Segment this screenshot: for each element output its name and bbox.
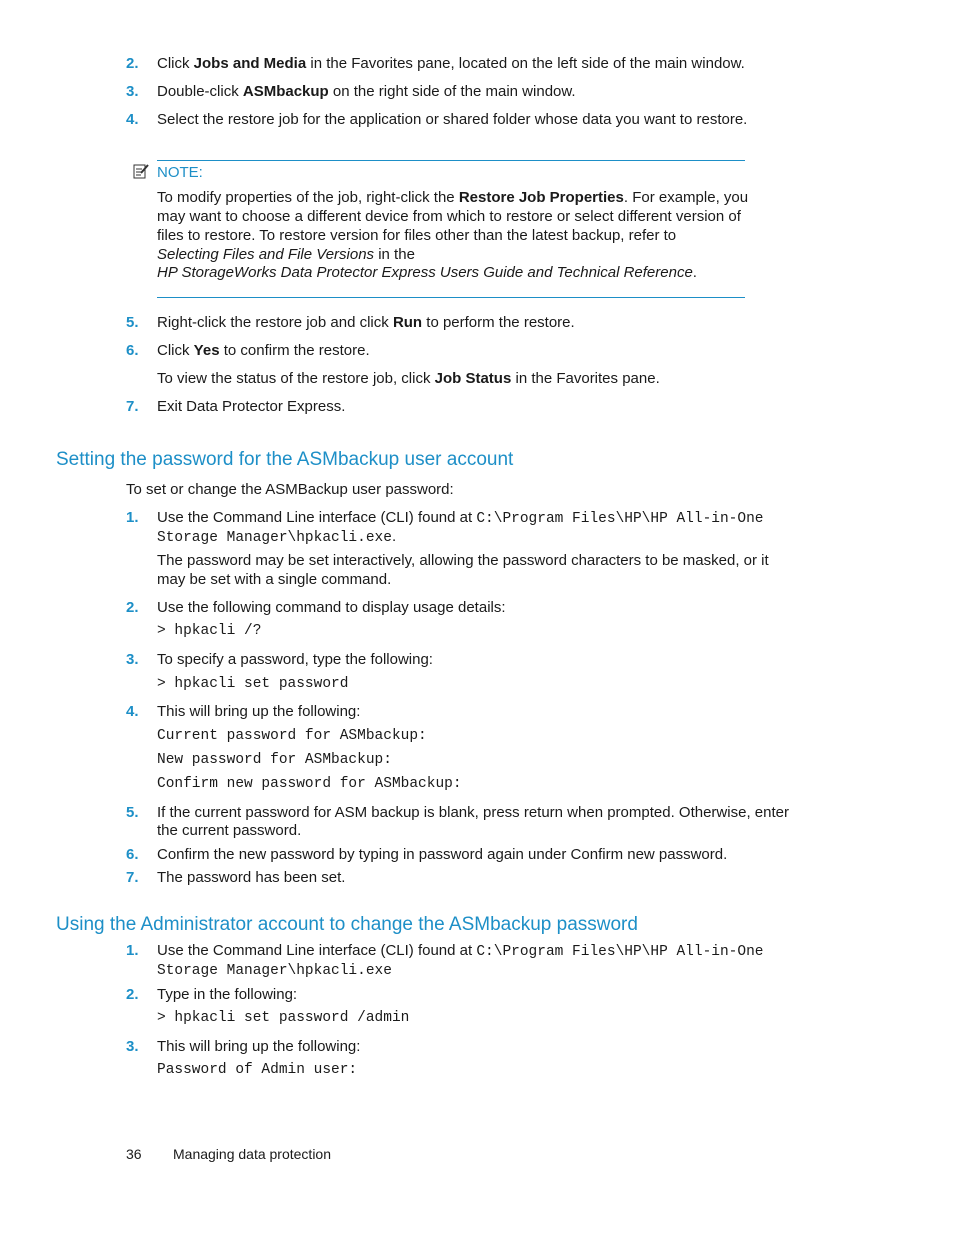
step-text: This will bring up the following: <box>157 1038 361 1055</box>
step-text: Click Jobs and Media in the Favorites pane, located on the left side of the main window. <box>157 55 745 72</box>
ui-label-asmbackup: ASMbackup <box>242 83 329 100</box>
step-number: 6. <box>126 342 139 359</box>
step-text: Confirm the new password by typing in password again under Confirm new password. <box>157 846 728 863</box>
code-path: C:\Program Files\HP\HP All-in-One <box>476 511 764 527</box>
footer-section-title: Managing data protection <box>173 1146 331 1162</box>
step-number: 5. <box>126 804 139 821</box>
code-output: Password of Admin user: <box>157 1062 358 1078</box>
note-top-rule <box>157 160 745 161</box>
code-command: > hpkacli /? <box>157 623 262 639</box>
step-text: Double-click ASMbackup on the right side of the main window. <box>157 83 576 100</box>
step-subtext: The password may be set interactively, allowing the password characters to be masked, or it <box>157 552 769 569</box>
code-path: C:\Program Files\HP\HP All-in-One <box>476 944 764 960</box>
code-path: Storage Manager\hpkacli.exe <box>157 530 392 546</box>
step-text: Use the following command to display usage details: <box>157 599 506 616</box>
section-heading: Using the Administrator account to change the ASMbackup password <box>56 914 638 935</box>
code-output: New password for ASMbackup: <box>157 752 392 768</box>
note-line: may want to choose a different device from which to restore or select different version of <box>157 208 741 225</box>
step-number: 2. <box>126 986 139 1003</box>
step-text: To specify a password, type the following: <box>157 651 433 668</box>
step-number: 4. <box>126 703 139 720</box>
step-number: 3. <box>126 651 139 668</box>
code-output: Current password for ASMbackup: <box>157 728 427 744</box>
step-text: Type in the following: <box>157 986 298 1003</box>
step-text: The password has been set. <box>157 869 346 886</box>
step-text: Click Yes to confirm the restore. <box>157 342 370 359</box>
note-label: NOTE: <box>157 164 203 181</box>
note-icon <box>133 163 150 183</box>
code-command: > hpkacli set password <box>157 676 349 692</box>
step-subtext: To view the status of the restore job, click Job Status in the Favorites pane. <box>157 370 660 387</box>
step-text: the current password. <box>157 822 302 839</box>
note-line: HP StorageWorks Data Protector Express Users Guide and Technical Reference. <box>157 264 697 281</box>
step-text: If the current password for ASM backup is blank, press return when prompted. Otherwise, enter <box>157 804 789 821</box>
section-intro: To set or change the ASMBackup user password: <box>126 481 454 498</box>
page-number: 36 <box>126 1146 142 1162</box>
step-number: 1. <box>126 942 139 959</box>
step-text: Storage Manager\hpkacli.exe. <box>157 528 397 546</box>
step-subtext: may be set with a single command. <box>157 571 392 588</box>
step-text: Use the Command Line interface (CLI) found at C:\Program Files\HP\HP All-in-One <box>157 942 764 960</box>
step-number: 5. <box>126 314 139 331</box>
step-number: 2. <box>126 599 139 616</box>
step-text: This will bring up the following: <box>157 703 361 720</box>
note-bottom-rule <box>157 297 745 298</box>
code-output: Confirm new password for ASMbackup: <box>157 776 462 792</box>
step-number: 2. <box>126 55 139 72</box>
code-command: > hpkacli set password /admin <box>157 1010 410 1026</box>
step-text: Select the restore job for the application or shared folder whose data you want to restore. <box>157 111 748 128</box>
note-line: To modify properties of the job, right-click the Restore Job Properties. For example, you <box>157 189 749 206</box>
step-number: 3. <box>126 83 139 100</box>
step-number: 4. <box>126 111 139 128</box>
step-number: 1. <box>126 509 139 526</box>
step-number: 7. <box>126 869 139 886</box>
step-text: Right-click the restore job and click Run to perform the restore. <box>157 314 575 331</box>
note-line: files to restore. To restore version for files other than the latest backup, refer to <box>157 227 677 244</box>
note-line: Selecting Files and File Versions in the <box>157 246 415 263</box>
code-path: Storage Manager\hpkacli.exe <box>157 963 392 979</box>
step-number: 3. <box>126 1038 139 1055</box>
ui-label-jobs-and-media: Jobs and Media <box>193 55 307 72</box>
step-text: Exit Data Protector Express. <box>157 398 346 415</box>
step-number: 7. <box>126 398 139 415</box>
step-text: Use the Command Line interface (CLI) found at C:\Program Files\HP\HP All-in-One <box>157 509 764 527</box>
section-heading: Setting the password for the ASMbackup user account <box>56 449 514 470</box>
step-number: 6. <box>126 846 139 863</box>
